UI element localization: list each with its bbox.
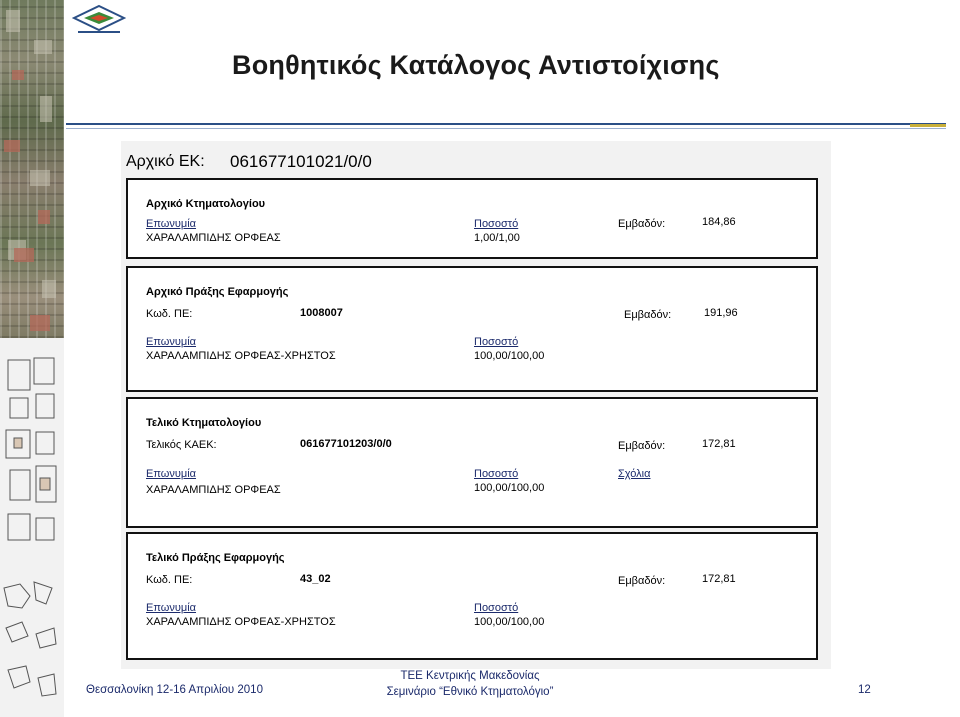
box-final-cadastre bbox=[126, 397, 818, 528]
box-heading: Τελικό Κτηματολογίου bbox=[146, 417, 262, 429]
owner-name: ΧΑΡΑΛΑΜΠΙΔΗΣ ΟΡΦΕΑΣ bbox=[146, 484, 281, 496]
code-value: 43_02 bbox=[300, 573, 331, 585]
column-name-header: Επωνυμία bbox=[146, 218, 197, 230]
owner-name: ΧΑΡΑΛΑΜΠΙΔΗΣ ΟΡΦΕΑΣ-ΧΡΗΣΤΟΣ bbox=[146, 350, 336, 362]
box-heading: Τελικό Πράξης Εφαρμογής bbox=[146, 552, 285, 564]
area-value: 172,81 bbox=[702, 573, 736, 585]
column-percent-header: Ποσοστό bbox=[474, 602, 519, 614]
owner-name: ΧΑΡΑΛΑΜΠΙΔΗΣ ΟΡΦΕΑΣ bbox=[146, 232, 281, 244]
area-label: Εμβαδόν: bbox=[618, 575, 666, 587]
area-value: 184,86 bbox=[702, 216, 736, 228]
column-percent-header: Ποσοστό bbox=[474, 468, 519, 480]
column-percent-header: Ποσοστό bbox=[474, 218, 519, 230]
area-value: 191,96 bbox=[704, 307, 738, 319]
code-value: 061677101203/0/0 bbox=[300, 438, 392, 450]
title-divider bbox=[66, 123, 946, 125]
column-comments-header: Σχόλια bbox=[618, 468, 651, 480]
owner-percent: 100,00/100,00 bbox=[474, 482, 545, 494]
title-divider-accent bbox=[910, 124, 946, 127]
box-heading: Αρχικό Κτηματολογίου bbox=[146, 198, 266, 210]
column-percent-header: Ποσοστό bbox=[474, 336, 519, 348]
code-label: Τελικός ΚΑΕΚ: bbox=[146, 439, 217, 451]
footer-seminar: Σεμινάριο “Εθνικό Κτηματολόγιο” bbox=[386, 686, 554, 698]
owner-percent: 1,00/1,00 bbox=[474, 232, 520, 244]
box-final-application-act bbox=[126, 532, 818, 660]
owner-percent: 100,00/100,00 bbox=[474, 350, 545, 362]
box-original-cadastre bbox=[126, 178, 818, 259]
owner-name: ΧΑΡΑΛΑΜΠΙΔΗΣ ΟΡΦΕΑΣ-ΧΡΗΣΤΟΣ bbox=[146, 616, 336, 628]
footer-event bbox=[340, 668, 600, 700]
column-name-header: Επωνυμία bbox=[146, 336, 197, 348]
owner-percent: 100,00/100,00 bbox=[474, 616, 545, 628]
aerial-photo-strip bbox=[0, 0, 64, 338]
column-name-header: Επωνυμία bbox=[146, 468, 197, 480]
cadastral-map-strip bbox=[0, 338, 64, 717]
box-original-application-act bbox=[126, 266, 818, 392]
page-number: 12 bbox=[858, 684, 871, 696]
code-label: Κωδ. ΠΕ: bbox=[146, 574, 193, 586]
page-title: Βοηθητικός Κατάλογος Αντιστοίχισης bbox=[232, 50, 720, 80]
column-name-header: Επωνυμία bbox=[146, 602, 197, 614]
original-ek-label: Αρχικό ΕΚ: bbox=[126, 153, 205, 170]
area-label: Εμβαδόν: bbox=[624, 309, 672, 321]
title-divider-thin bbox=[66, 128, 946, 129]
logo-icon bbox=[72, 4, 126, 38]
original-ek-value: 061677101021/0/0 bbox=[230, 152, 372, 171]
area-label: Εμβαδόν: bbox=[618, 218, 666, 230]
area-label: Εμβαδόν: bbox=[618, 440, 666, 452]
footer-organizer: ΤΕΕ Κεντρικής Μακεδονίας bbox=[400, 670, 540, 682]
area-value: 172,81 bbox=[702, 438, 736, 450]
footer-date-location: Θεσσαλονίκη 12-16 Απριλίου 2010 bbox=[86, 684, 263, 696]
code-label: Κωδ. ΠΕ: bbox=[146, 308, 193, 320]
code-value: 1008007 bbox=[300, 307, 343, 319]
box-heading: Αρχικό Πράξης Εφαρμογής bbox=[146, 286, 289, 298]
